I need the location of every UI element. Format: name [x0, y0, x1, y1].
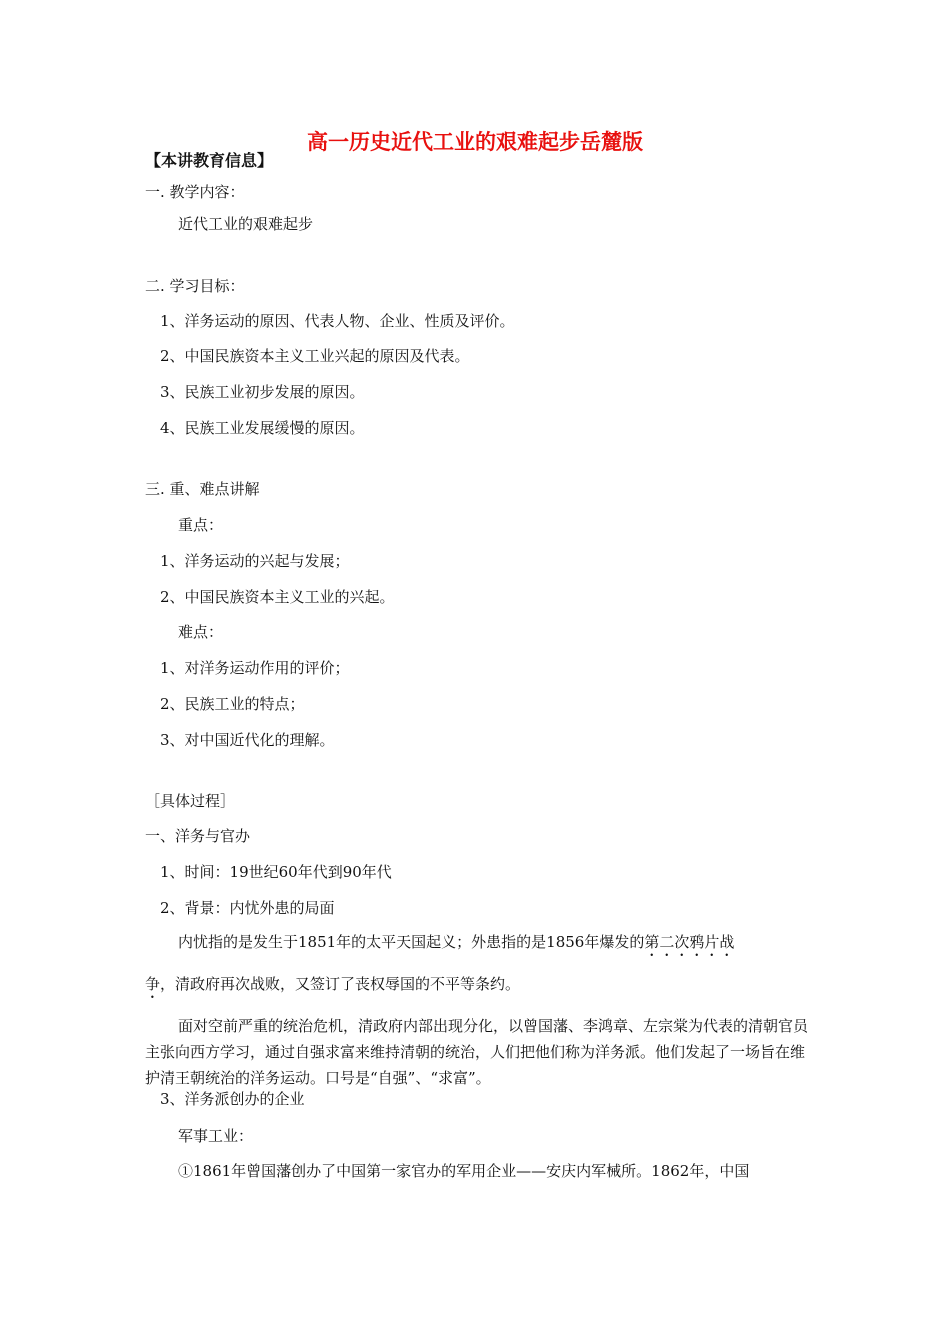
military-label: 军事工业： [178, 1127, 254, 1145]
list-item: 3、对中国近代化的理解。 [160, 731, 335, 749]
list-item: 4、民族工业发展缓慢的原因。 [160, 419, 365, 437]
section-1-heading: 一. 教学内容： [145, 183, 245, 201]
list-item: 1、洋务运动的兴起与发展； [160, 552, 350, 570]
emphasized-text: 第二次鸦片战 [644, 933, 735, 951]
list-item: 2、民族工业的特点； [160, 695, 305, 713]
part-1-heading: 一、洋务与官办 [145, 827, 251, 845]
paragraph-line [145, 974, 520, 1002]
section-header: 【本讲教育信息】 [145, 151, 274, 170]
section-1-content: 近代工业的艰难起步 [178, 215, 314, 233]
paragraph-text: ，清政府再次战败，又签订了丧权辱国的不平等条约。 [160, 975, 521, 993]
difficult-points-label: 难点： [178, 623, 224, 641]
document-title: 高一历史近代工业的艰难起步岳麓版 [307, 130, 643, 154]
list-item: 2、中国民族资本主义工业兴起的原因及代表。 [160, 347, 470, 365]
list-item: 1、时间：19世纪60年代到90年代 [160, 863, 392, 881]
paragraph-line [178, 932, 734, 960]
emphasized-text: 争 [145, 975, 161, 993]
list-item: 2、中国民族资本主义工业的兴起。 [160, 588, 395, 606]
paragraph-line: ①1861年曾国藩创办了中国第一家官办的军用企业——安庆内军械所。1862年，中国 [178, 1162, 750, 1180]
list-item: 1、洋务运动的原因、代表人物、企业、性质及评价。 [160, 312, 515, 330]
section-2-heading: 二. 学习目标： [145, 277, 245, 295]
list-item: 1、对洋务运动作用的评价； [160, 659, 350, 677]
list-item: 3、洋务派创办的企业 [160, 1090, 305, 1108]
paragraph-text: 内忧指的是发生于1851年的太平天国起义；外患指的是1856年爆发的 [178, 933, 645, 951]
process-label: ［具体过程］ [145, 792, 236, 810]
list-item: 2、背景：内忧外患的局面 [160, 899, 335, 917]
key-points-label: 重点： [178, 516, 224, 534]
paragraph: 面对空前严重的统治危机，清政府内部出现分化，以曾国藩、李鸿章、左宗棠为代表的清朝官员主张向西方学习，通过自强求富来维持清朝的统治，人们把他们称为洋务派。他们发起了一场旨在维护清王朝统治的洋务运动。口号是“自强”、“求富”。 [145, 1017, 809, 1087]
list-item: 3、民族工业初步发展的原因。 [160, 383, 365, 401]
section-3-heading: 三. 重、难点讲解 [145, 480, 260, 498]
